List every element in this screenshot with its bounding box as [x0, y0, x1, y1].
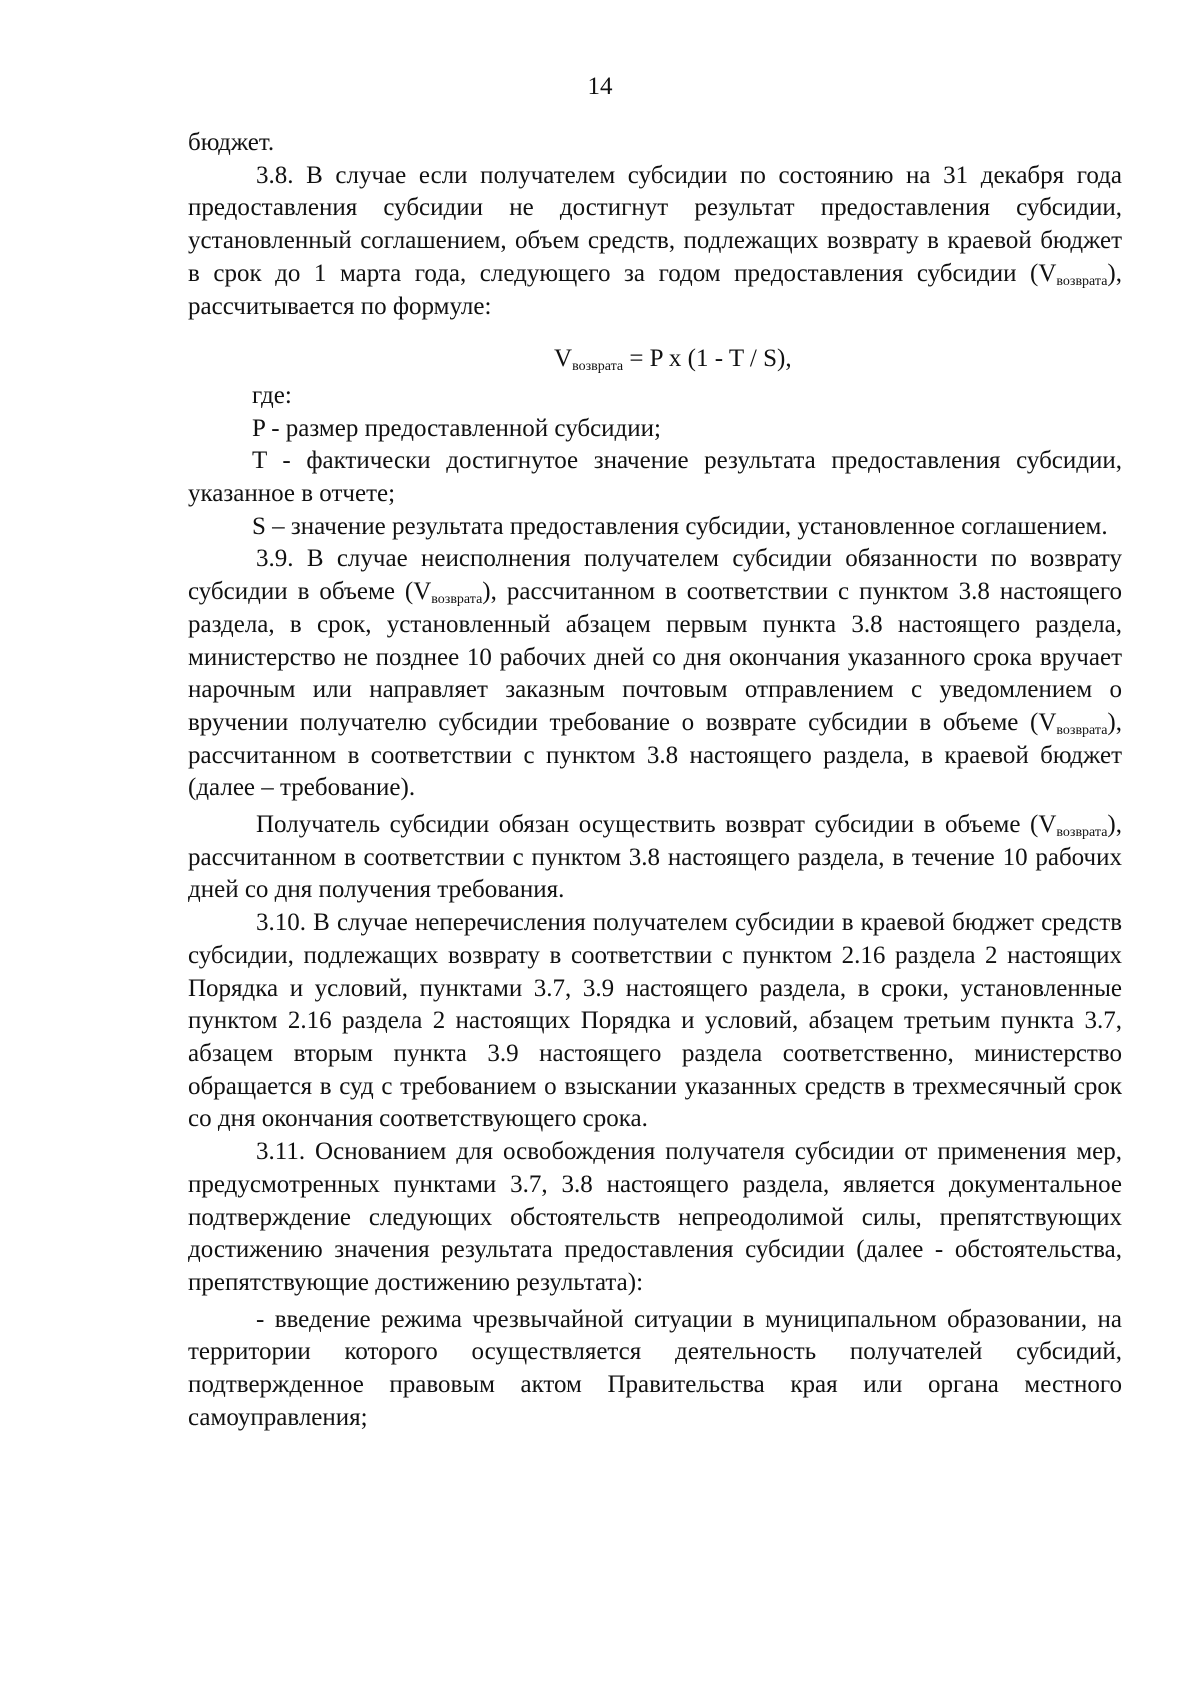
v-return-symbol: $V_{возврата}$: [413, 578, 483, 608]
paragraph-3-9-tail: ), рассчитанном в соответствии с пунктом 3.8 настоящего раздела, в краевой бюджет (далее – требование).: [188, 708, 1122, 802]
definition-s: S – значение результата предоставления субсидии, установленное соглашением.: [252, 512, 1108, 540]
v-return-subscript: возврата: [1056, 722, 1108, 738]
page-number: 14: [587, 73, 613, 100]
paragraph-3-8: [188, 160, 1122, 324]
paragraph-3-9: [188, 543, 1122, 805]
v-return-symbol: $V_{возврата}$: [1038, 708, 1108, 738]
paragraph-3-9-obligation: [188, 809, 1122, 907]
paragraph-3-10: 3.10. В случае неперечисления получателем субсидии в краевой бюджет средств субсидии, подлежащих возврату в соответствии с пунктом 2.16 раздела 2 настоящих Порядка и условий, пунктами 3.7, 3.9 настоящего раздела, в сроки, установленные пунктом 2.16 раздела 2 настоящих Порядка и условий, абзацем третьим пункта 3.7, абзацем вторым пункта 3.9 настоящего раздела соответственно, министерство обращается в суд с требованием о взыскании указанных средств в трехмесячный срок со дня окончания соответствующего срока.: [188, 909, 1122, 1133]
where-label: где:: [252, 381, 292, 409]
v-return-symbol: $V_{возврата}$: [1038, 259, 1108, 289]
formula-lhs: $V_{возврата}$: [554, 345, 624, 375]
paragraph-3-8-tail: ), рассчитывается по формуле:: [188, 259, 1122, 320]
formula-rhs: = P x (1 - T / S),: [623, 345, 792, 373]
v-return-subscript: возврата: [431, 592, 483, 608]
v-return-symbol: $V_{возврата}$: [1038, 811, 1108, 841]
obligation-tail: ), рассчитанном в соответствии с пунктом 3.8 настоящего раздела, в течение 10 рабочих дней со дня получения требования.: [188, 811, 1122, 904]
formula: [188, 343, 1122, 376]
paragraph-3-9-middle: ), рассчитанном в соответствии с пунктом 3.8 настоящего раздела, в срок, установленный абзацем первым пункта 3.8 настоящего раздела, министерство не позднее 10 рабочих дней со дня окончания указанного срока вручает нарочным или направляет заказным почтовым отправлением с уведомлением о вручении получателю субсидии требование о возврате субсидии в объеме (: [188, 578, 1122, 736]
v-return-subscript: возврата: [1056, 825, 1108, 841]
formula-subscript: возврата: [572, 359, 624, 375]
lead-text: бюджет.: [188, 129, 275, 156]
document-body: [188, 127, 1122, 1434]
definition-t: T - фактически достигнутое значение результата предоставления субсидии, указанное в отчете;: [188, 447, 1122, 508]
obligation-text: Получатель субсидии обязан осуществить возврат субсидии в объеме (: [256, 811, 1039, 839]
definition-p: P - размер предоставленной субсидии;: [252, 414, 661, 442]
paragraph-3-9-text: 3.9. В случае неисполнения получателем субсидии обязанности по возврату субсидии в объеме (: [188, 545, 1122, 606]
paragraph-3-8-text: 3.8. В случае если получателем субсидии по состоянию на 31 декабря года предоставления субсидии не достигнут результат предоставления субсидии, установленный соглашением, объем средств, подлежащих возврату в краевой бюджет в срок до 1 марта года, следующего за годом предоставления субсидии (: [188, 161, 1122, 287]
v-return-subscript: возврата: [1056, 273, 1108, 289]
bullet-emergency: - введение режима чрезвычайной ситуации в муниципальном образовании, на территории которого осуществляется деятельность получателей субсидий, подтвержденное правовым актом Правительства края или органа местного самоуправления;: [188, 1305, 1122, 1431]
paragraph-3-11: 3.11. Основанием для освобождения получателя субсидии от применения мер, предусмотренных пунктами 3.7, 3.8 настоящего раздела, является документальное подтверждение следующих обстоятельств непреодолимой силы, препятствующих достижению значения результата предоставления субсидии (далее - обстоятельства, препятствующие достижению результата):: [188, 1138, 1122, 1296]
